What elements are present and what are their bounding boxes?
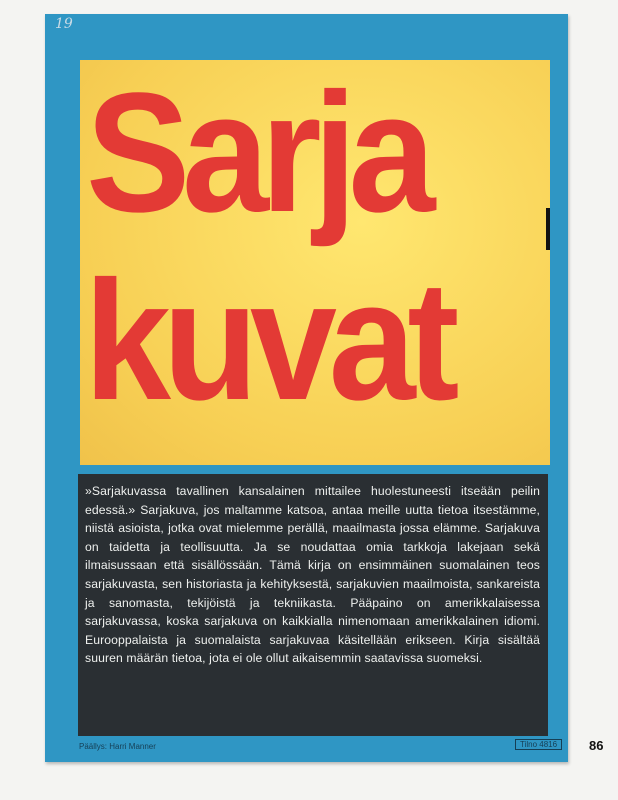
- blurb-text: »Sarjakuvassa tavallinen kansalainen mittailee huolestuneesti itseään peilin edessä.» Sarjakuva, jos maltamme katsoa, antaa meille uutta tietoa itsestämme, niistä asioista, jotka ovat mielemme perällä, maailmasta jossa elämme. Sarjakuva on taidetta ja teollisuutta. Ja se noudattaa omia tarkkoja lakejaan sekä ilmaisussaan että sisällössään. Tämä kirja on ensimmäinen suomalainen teos sarjakuvasta, sen historiasta ja kehityksestä, sarjakuvien maailmoista, sankareista ja sanomasta, tekijöistä ja tekniikasta. Pääpaino on amerikkalaisessa sarjakuvassa, koska sarjakuva on kaikkialla nimenomaan amerikkalainen idiomi. Eurooppalaista ja suomalaista sarjakuvaa käsitellään erikseen. Kirja sisältää suuren määrän tietoa, jota ei ole ollut aikaisemmin saatavissa suomeksi.: [85, 484, 540, 666]
- order-number: Tilno 4816: [515, 739, 562, 750]
- hyphen-square: [546, 208, 550, 250]
- title-panel: [80, 60, 550, 465]
- cover-credit: Päällys: Harri Manner: [79, 742, 156, 751]
- title-line-1: Sarja: [86, 60, 428, 248]
- book-cover: [45, 14, 604, 762]
- title-line-2: kuvat: [84, 246, 452, 436]
- blurb-panel: [78, 474, 548, 736]
- page-number: 86: [589, 738, 604, 753]
- handwritten-mark: 19: [55, 16, 73, 32]
